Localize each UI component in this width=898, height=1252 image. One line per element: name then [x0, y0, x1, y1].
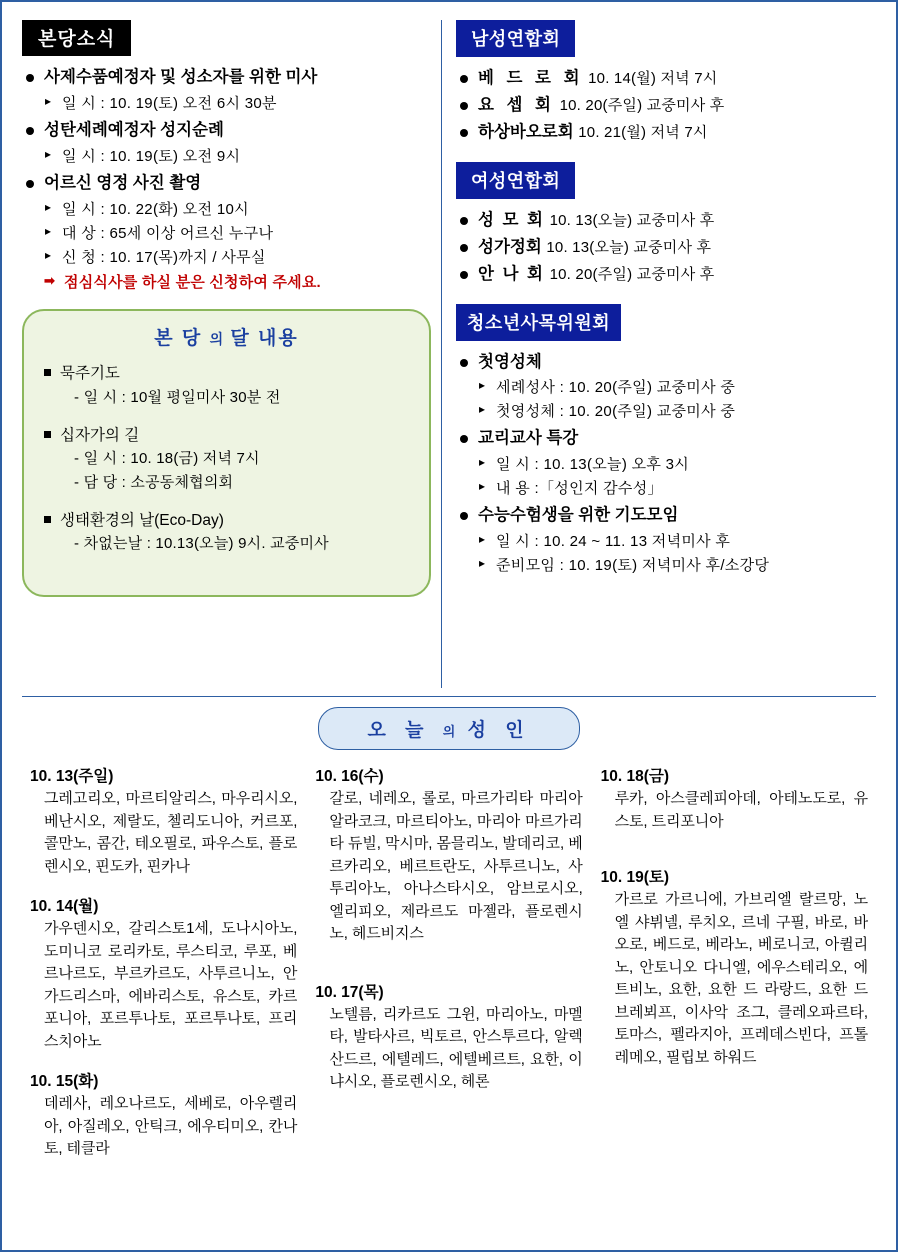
- youth-item: [456, 427, 876, 501]
- news-item-details: [44, 198, 431, 270]
- association-row: [456, 121, 876, 145]
- saint-names: 가우덴시오, 갈리스토1세, 도나시아노, 도미니코 로리카토, 루스티코, 루포, 베르나르도, 부르카르도, 사투르니노, 안가드리스마, 에바리스토, 유스토, 카르포니아, 포르투나토, 포르투나토, 프리스치아노: [44, 920, 298, 1050]
- association-schedule: 10. 20(주일) 교중미사 후: [549, 265, 715, 283]
- program-detail: - 차없는날 : 10.13(오늘) 9시. 교중미사: [74, 535, 329, 553]
- youth-item: [456, 351, 876, 425]
- saint-day-label: 10. 18(금): [600, 768, 670, 785]
- detail-line: ▸ 일 시 : 10. 24 ~ 11. 13 저녁미사 후: [478, 530, 876, 554]
- detail-line: ▸ 일 시 : 10. 19(토) 오전 6시 30분: [44, 92, 431, 116]
- association-name: 성가정회: [478, 237, 542, 256]
- news-item-title: 성탄세례예정자 성지순례: [44, 120, 224, 139]
- saints-title-wrap: [22, 707, 876, 750]
- section-divider: [22, 696, 876, 697]
- news-item: [22, 172, 431, 295]
- association-name: 안 나 회: [478, 264, 545, 283]
- saints-column: [601, 764, 868, 1177]
- association-name: 요 셉 회: [478, 95, 555, 114]
- program-detail: - 일 시 : 10월 평일미사 30분 전: [74, 388, 281, 406]
- saint-names: 루카, 아스클레피아데, 아테노도로, 유스토, 트리포니아: [614, 790, 868, 830]
- youth-item-title: 첫영성체: [478, 352, 542, 371]
- association-schedule: 10. 13(오늘) 교중미사 후: [546, 238, 712, 256]
- mens-association-header: 남성연합회: [456, 20, 575, 57]
- parish-news-column: [22, 20, 442, 688]
- monthly-program-title: [42, 323, 411, 350]
- saints-title-part2: 성 인: [467, 720, 531, 741]
- program-item: [42, 509, 411, 556]
- saint-names: 갈로, 네레오, 롤로, 마르가리타 마리아 알라코크, 마르티아노, 마리아 마르가리타 듀빌, 막시마, 몸믈리노, 발데리코, 베르카리오, 베르트란도, 사투르니노, 사투리아노, 아나스타시오, 암브로시오, 엘리피오, 제라르도 마젤라, 플로렌시노, 헤드비지스: [329, 790, 583, 942]
- detail-line: ▸ 세례성사 : 10. 20(주일) 교중미사 중: [478, 376, 876, 400]
- association-name: 베 드 로 회: [478, 69, 584, 87]
- parish-news-header: 본당소식: [22, 20, 131, 56]
- association-row: [456, 209, 876, 233]
- association-name: 하상바오로회: [478, 122, 574, 141]
- associations-column: [442, 20, 876, 688]
- youth-committee-header: 청소년사목위원회: [456, 304, 621, 341]
- saint-day-label: 10. 15(화): [30, 1073, 99, 1090]
- saints-title-part1: 오 늘: [367, 720, 431, 741]
- association-schedule: 10. 21(월) 저녁 7시: [578, 123, 708, 141]
- program-detail: - 담 당 : 소공동체협의회: [74, 473, 234, 491]
- detail-line: ▸ 첫영성체 : 10. 20(주일) 교중미사 중: [478, 400, 876, 424]
- monthly-program-title-particle: 의: [209, 331, 224, 348]
- news-item-title: 어르신 영정 사진 촬영: [44, 173, 202, 192]
- detail-line: ▸ 일 시 : 10. 19(토) 오전 9시: [44, 145, 431, 169]
- association-name: 성 모 회: [478, 210, 545, 229]
- program-item-title: 십자가의 길: [60, 426, 140, 444]
- association-row: [456, 94, 876, 118]
- news-item-note: ➡ 점심식사를 하실 분은 신청하여 주세요.: [44, 270, 431, 296]
- detail-line: ▸ 내 용 :「성인지 감수성」: [478, 477, 876, 501]
- monthly-program-title-end: 달 내용: [230, 328, 299, 350]
- saint-names: 데레사, 레오나르도, 세베로, 아우렐리아, 아질레오, 안틱크, 에우티미오, 칸나토, 테클라: [44, 1095, 298, 1157]
- association-row: [456, 263, 876, 287]
- association-schedule: 10. 20(주일) 교중미사 후: [559, 96, 725, 114]
- spacer: [601, 849, 868, 865]
- womens-association-list: [456, 209, 876, 287]
- monthly-program-title-main: 본 당: [154, 328, 203, 350]
- youth-item-details: [478, 453, 876, 501]
- saints-column: [315, 764, 582, 1177]
- news-item-title: 사제수품예정자 및 성소자를 위한 미사: [44, 68, 318, 86]
- top-section: [22, 20, 876, 688]
- program-detail: - 일 시 : 10. 18(금) 저녁 7시: [74, 449, 260, 467]
- youth-item-title: 수능수험생을 위한 기도모임: [478, 506, 679, 525]
- detail-line: ▸ 일 시 : 10. 22(화) 오전 10시: [44, 198, 431, 222]
- youth-item-details: [478, 530, 876, 578]
- saint-day-label: 10. 16(수): [315, 768, 384, 785]
- saints-section-title: [318, 707, 579, 750]
- program-item: [42, 424, 411, 495]
- youth-item: [456, 504, 876, 578]
- saints-column: [30, 764, 297, 1177]
- detail-line: ▸ 준비모임 : 10. 19(토) 저녁미사 후/소강당: [478, 554, 876, 578]
- saint-names: 노텔름, 리카르도 그윈, 마리아노, 마멜타, 발타사르, 빅토르, 안스투르다, 알렉산드르, 에텔레드, 에텔베르트, 요한, 이냐시오, 플로렌시오, 헤론: [329, 1005, 583, 1090]
- saint-day-label: 10. 19(토): [600, 869, 670, 886]
- monthly-program-list: [42, 362, 411, 556]
- spacer: [315, 962, 582, 980]
- saint-day-label: 10. 13(주일): [30, 768, 114, 785]
- association-schedule: 10. 14(월) 저녁 7시: [588, 70, 718, 87]
- saint-names: 가르로 가르니에, 가브리엘 랄르망, 노엘 샤뷔넬, 루치오, 르네 구필, 바로, 바오로, 베드로, 베라노, 베로니코, 아퀼리노, 안토니오 다니엘, 에우스테리오, 에트비노, 요한, 요한 드 라랑드, 요한 드 브레뵈프, 이사악 조그, 클레오파르타, 토마스, 펠라지아, 프레데스빈다, 프톨레메오, 필립보 하워드: [614, 891, 868, 1066]
- saint-names: 그레고리오, 마르티알리스, 마우리시오, 베난시오, 제랄도, 첼리도니아, 커르포, 콜만노, 콤간, 테오필로, 파우스토, 플로렌시오, 핀도카, 핀카나: [44, 790, 298, 875]
- news-item: [22, 119, 431, 169]
- association-row: [456, 236, 876, 260]
- news-item: [22, 66, 431, 116]
- youth-committee-list: [456, 351, 876, 579]
- saints-columns: [22, 764, 876, 1177]
- news-item-details: [44, 92, 431, 116]
- detail-line: ▸ 신 청 : 10. 17(목)까지 / 사무실: [44, 246, 431, 270]
- program-item-title: 생태환경의 날(Eco-Day): [60, 511, 224, 529]
- program-item-title: 묵주기도: [60, 365, 120, 383]
- youth-item-details: [478, 376, 876, 424]
- mens-association-list: [456, 67, 876, 145]
- association-schedule: 10. 13(오늘) 교중미사 후: [549, 211, 715, 229]
- saint-day-label: 10. 14(월): [30, 898, 99, 915]
- association-row: [456, 67, 876, 91]
- monthly-program-box: [22, 309, 431, 597]
- parish-news-list: [22, 66, 431, 295]
- womens-association-header: 여성연합회: [456, 162, 575, 199]
- saints-title-particle: 의: [442, 724, 456, 739]
- saint-day-label: 10. 17(목): [315, 983, 384, 1001]
- detail-line: ▸ 대 상 : 65세 이상 어르신 누구나: [44, 222, 431, 246]
- youth-item-title: 교리교사 특강: [478, 429, 579, 448]
- news-item-details: [44, 145, 431, 169]
- program-item: [42, 362, 411, 409]
- detail-line: ▸ 일 시 : 10. 13(오늘) 오후 3시: [478, 453, 876, 477]
